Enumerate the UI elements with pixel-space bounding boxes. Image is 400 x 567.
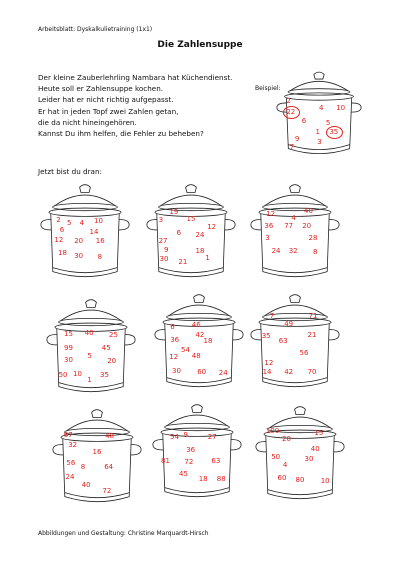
soup-number: 30 <box>159 254 169 263</box>
soup-number: 2 <box>286 97 291 106</box>
soup-number: 9 <box>294 135 300 144</box>
soup-number: 35 <box>329 127 339 136</box>
soup-number: 60 <box>277 473 287 482</box>
soup-number: 10 <box>94 217 103 226</box>
soup-pot <box>154 290 244 394</box>
soup-number: 77 <box>284 221 294 230</box>
soup-number: 22 <box>286 108 296 117</box>
soup-number: 56 <box>66 459 76 468</box>
soup-number: 12 <box>207 222 217 231</box>
example-pot <box>276 68 362 160</box>
soup-number: 6 <box>170 323 175 332</box>
soup-number: 60 <box>197 368 207 377</box>
soup-number: 4 <box>291 214 296 223</box>
pot-outline <box>40 180 130 284</box>
intro-text <box>38 72 232 139</box>
soup-number: 30 <box>64 356 73 365</box>
soup-number: 6 <box>301 116 307 125</box>
soup-number: 50 <box>271 453 281 461</box>
soup-number: 15 <box>186 215 196 224</box>
soup-number: 3 <box>265 234 270 243</box>
soup-number: 7 <box>289 143 295 152</box>
soup-number: 63 <box>278 336 288 345</box>
soup-number: 4 <box>79 218 85 227</box>
soup-number: 30 <box>74 251 84 260</box>
pot-outline <box>52 405 142 509</box>
soup-number: 16 <box>92 447 102 456</box>
soup-number: 36 <box>186 445 196 454</box>
soup-pot <box>250 180 340 284</box>
soup-number: 1 <box>205 253 210 262</box>
soup-number: 42 <box>195 330 205 339</box>
soup-number: 46 <box>191 321 201 330</box>
soup-number: 54 <box>170 433 179 442</box>
soup-number: 48 <box>191 352 201 361</box>
soup-number: 1 <box>315 127 321 136</box>
soup-number: 8 <box>80 463 86 472</box>
soup-number: 12 <box>169 353 179 362</box>
soup-number: 14 <box>89 227 99 236</box>
soup-number: 12 <box>266 210 276 219</box>
soup-number: 9 <box>164 245 169 254</box>
soup-pot <box>152 400 242 504</box>
soup-number: 24 <box>195 231 205 239</box>
page-title: Die Zahlensuppe <box>157 40 243 50</box>
soup-number: 50 <box>58 370 68 379</box>
soup-number: 30 <box>172 367 181 375</box>
soup-number: 7 <box>269 311 275 320</box>
soup-number: 20 <box>107 357 117 366</box>
soup-number: 30 <box>304 455 314 464</box>
soup-number: 18 <box>195 246 205 255</box>
soup-number: 8 <box>313 247 318 256</box>
soup-number: 24 <box>271 246 281 255</box>
soup-pot <box>46 295 136 399</box>
soup-number: 72 <box>102 487 112 496</box>
soup-number: 49 <box>284 320 294 329</box>
soup-number: 81 <box>161 457 170 466</box>
soup-number: 80 <box>295 475 305 484</box>
soup-number: 15 <box>314 429 324 438</box>
soup-number: 3 <box>158 216 164 225</box>
pot-outline <box>146 180 236 284</box>
soup-pot <box>255 402 345 506</box>
soup-number: 19 <box>169 208 179 217</box>
soup-number: 24 <box>218 369 228 378</box>
soup-number: 5 <box>325 118 331 127</box>
intro-line: Er hat in jeden Topf zwei Zahlen getan, <box>38 106 179 116</box>
soup-number: 10 <box>336 103 346 112</box>
soup-number: 3 <box>317 137 322 146</box>
soup-number: 42 <box>284 368 294 377</box>
soup-number: 100 <box>265 427 280 435</box>
soup-number: 40 <box>304 207 313 216</box>
pot-outline <box>152 400 242 504</box>
soup-number: 10 <box>320 476 330 485</box>
soup-number: 71 <box>308 311 318 320</box>
soup-number: 32 <box>288 246 298 255</box>
soup-number: 45 <box>179 469 188 478</box>
soup-number: 32 <box>68 441 78 450</box>
soup-number: 10 <box>73 369 82 378</box>
soup-number: 27 <box>158 237 168 246</box>
soup-number: 40 <box>84 329 94 338</box>
soup-number: 20 <box>302 221 312 230</box>
soup-number: 5 <box>67 218 72 227</box>
worksheet-header: Arbeitsblatt: Dyskalkulietraining (1x1) <box>38 26 153 33</box>
soup-number: 36 <box>170 335 180 344</box>
soup-number: 8 <box>97 252 103 261</box>
intro-line: Kannst Du ihm helfen, die Fehler zu beheben? <box>38 129 204 139</box>
soup-pot <box>250 290 340 394</box>
soup-number: 21 <box>178 258 188 267</box>
soup-number: 28 <box>308 234 318 243</box>
soup-number: 67 <box>63 431 73 440</box>
soup-number: 70 <box>307 368 317 377</box>
soup-number: 15 <box>64 330 73 339</box>
soup-number: 4 <box>282 461 288 470</box>
soup-number: 63 <box>211 457 221 466</box>
soup-number: 48 <box>105 432 115 441</box>
soup-number: 24 <box>65 472 75 481</box>
pot-outline <box>154 290 244 394</box>
soup-number: 54 <box>181 346 190 355</box>
intro-line: Der kleine Zauberlehrling Nambara hat Küchendienst. <box>38 73 233 82</box>
soup-number: 88 <box>216 474 226 483</box>
soup-number: 1 <box>87 376 92 385</box>
soup-pot <box>52 405 142 509</box>
soup-number: 45 <box>101 343 111 352</box>
soup-number: 99 <box>64 343 73 352</box>
soup-pot <box>40 180 130 284</box>
soup-number: 25 <box>109 331 118 340</box>
soup-number: 20 <box>282 435 291 444</box>
wrong-number-circle <box>326 126 343 139</box>
soup-number: 16 <box>95 237 105 246</box>
soup-number: 6 <box>59 225 65 234</box>
intro-line: Heute soll er Zahlensuppe kochen. <box>38 84 164 94</box>
soup-number: 14 <box>262 368 272 377</box>
soup-number: 40 <box>310 444 320 453</box>
pot-outline <box>250 180 340 284</box>
soup-number: 9 <box>183 431 188 440</box>
soup-number: 40 <box>81 480 91 489</box>
soup-number: 12 <box>54 236 64 245</box>
soup-number: 12 <box>264 358 274 367</box>
soup-number: 2 <box>56 216 61 225</box>
soup-number: 18 <box>58 248 67 257</box>
soup-number: 64 <box>104 463 114 472</box>
soup-number: 18 <box>198 474 208 483</box>
soup-number: 6 <box>176 228 182 237</box>
soup-number: 27 <box>207 433 217 442</box>
soup-number: 18 <box>203 336 213 345</box>
soup-number: 35 <box>261 331 271 340</box>
soup-pot <box>146 180 236 284</box>
pot-outline <box>255 402 345 506</box>
soup-number: 56 <box>299 349 309 358</box>
exercise-prompt: Jetzt bist du dran: <box>38 167 102 176</box>
soup-number: 20 <box>74 237 84 246</box>
credits-footer: Abbildungen und Gestaltung: Christine Marquardt-Hirsch <box>38 530 209 537</box>
intro-line: die da nicht hineingehören. <box>38 117 137 127</box>
intro-line: Leider hat er nicht richtig aufgepasst. <box>38 95 174 105</box>
soup-number: 4 <box>319 103 324 112</box>
pot-outline <box>250 290 340 394</box>
soup-number: 5 <box>87 352 92 361</box>
soup-number: 72 <box>184 458 194 467</box>
soup-number: 21 <box>307 330 317 339</box>
example-label: Beispiel: <box>255 85 281 92</box>
soup-number: 35 <box>100 370 109 379</box>
soup-number: 36 <box>264 221 274 230</box>
